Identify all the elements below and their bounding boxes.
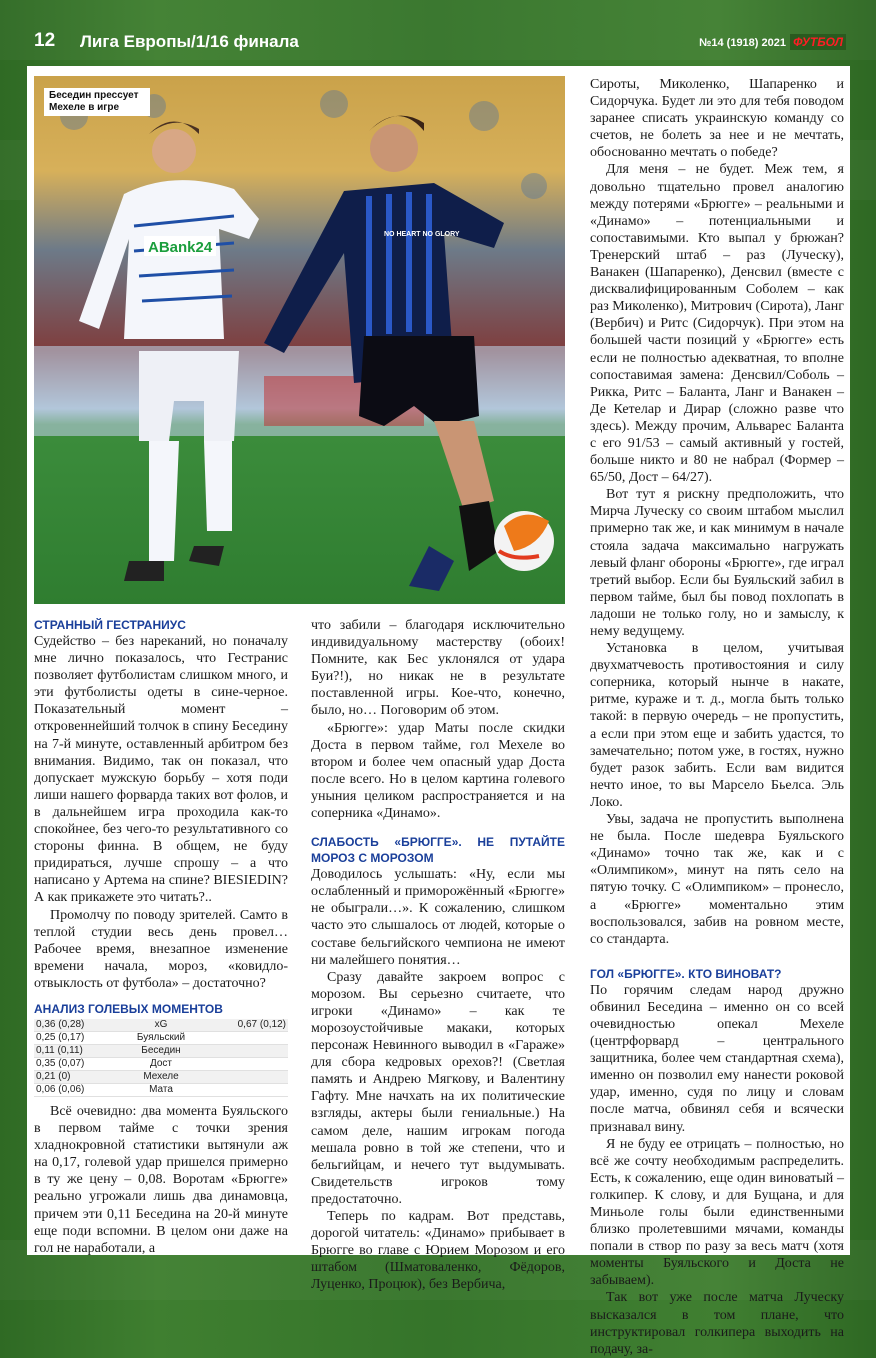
issue-number: №14 (1918) 2021 xyxy=(699,37,786,49)
column-2 xyxy=(311,617,565,1293)
subheading-brugge-goal: ГОЛ «БРЮГГЕ». КТО ВИНОВАТ? xyxy=(590,966,782,981)
paragraph: Вот тут я рискну предположить, что Мирча Луческу со своим штабом мыслил примерно так же, и как минимум в начале стояла задача максимально нагружать левый фланг обороны «Брюгге», где играл третий выбор. Если бы Буяльский забил в первом тайме, был бы повод похлопать в ладоши не только голу, но и замыслу, к нему ведущему. xyxy=(590,487,844,639)
match-photo xyxy=(34,76,565,604)
column-3 xyxy=(590,76,844,1358)
paragraph: Сироты, Миколенко, Шапаренко и Сидорчука. Будет ли это для тебя поводом заранее списать украинскую команду со счетов, не болеть за нее и не мечтать, обоснованно мечтать о победе? xyxy=(590,77,844,161)
subheading-referee: СТРАННЫЙ ГЕСТРАНИУС xyxy=(34,618,186,632)
paragraph: «Брюгге»: удар Маты после скидки Доста в первом тайме, гол Мехеле во втором и более чем опасный удар Доста после всего. Но в целом картина голевого уныния целиком распространяется и на соперника «Динамо». xyxy=(311,720,565,822)
table-row: 0,11 (0,11) Беседин xyxy=(34,1044,288,1057)
paragraph: Доводилось услышать: «Ну, если мы ослабленный и приморожённый «Брюгге» не обыграли…». К сожалению, слишком часто это слышалось от людей, которые о составе бельгийского чемпиона не имеют ни малейшего понятия… xyxy=(311,867,565,968)
paragraph: Всё очевидно: два момента Буяльского в первом тайме с точки зрения хладнокровной статистики вытянули аж на 0,17, голевой удар пришелся примерно в ту же цену – 0,08. Воротам «Брюгге» реально угрожали лишь два динамовца, причем эти 0,11 Беседина на 20-й минуте еще поди вспомни. В целом они даже на гол не наработали, а xyxy=(34,1103,288,1256)
paragraph: Судейство – без нареканий, но поначалу мне лично показалось, что Гестранис позволяет футболистам слишком много, и эти футболисты одеты в сине-черное. Показательный момент – откровеннейший толчок в спину Беседину на 7-й минуте, оставленный арбитром без внимания. Видимо, так он показал, что допускает мужскую борьбу – хотя поди лиши нашего форварда таких вот фолов, и в дальнейшем игра проходила как-то спокойнее, без чего-то результативного со стороны финна. В общем, не буду придираться, лучше спрошу – а что написано у Артема на спине? BIESIEDIN? А как прикажете это читать?.. xyxy=(34,634,288,906)
paragraph: По горячим следам народ дружно обвинил Беседина – именно он со всей очевидностью опекал Мехеле (центрфорвард – центрального защитника, более чем стандартная схема), именно он позволил ему нанести роковой удар, именно, судя по лицу и словам после матча, обвинял себя и всячески признавал вину. xyxy=(590,982,844,1135)
paragraph: Сразу давайте закроем вопрос с морозом. Вы серьезно считаете, что игроки «Динамо» – как те морозоустойчивые макаки, которых персонаж Невинного выводил в «Гараже» для сбора кедровых орехов?! (Светлая память и Андрею Мягкову, и Валентину Гафту. Мне начхать на их политические взгляды, актеры были гениальные.) На самом деле, нашим игрокам погода мешала ровно в той же степени, что и бельгийцам, и нечего тут выдумывать. Свидетельств игроков тому предостаточно. xyxy=(311,969,565,1207)
black-shirt-sponsor: NO HEART NO GLORY xyxy=(384,231,460,238)
paragraph: Для меня – не будет. Меж тем, я довольно тщательно провел аналогию между потерями «Брюгге» – реальными и «Динамо» – потенциальными и сопоставимыми. Кто выпал у брюжан? Тренерский штаб – раз (Луческу), Ванакен (Шапаренко), Денсвил (вместе с дисквалифицированным Соболем – как раз Миколенко), Митрович (Сирота), Ланг (Вербич) и Ритс (Сидорчук). При этом на большей части позиций у «Брюгге» есть если не полностью адекватная, то вполне сопоставимая замена: Денсвил/Соболь – Рикка, Ритс – Баланта, Ланг и Ванакен – Де Кетелар и Дирар (сложно разве что здесь). Между прочим, Альварес Баланта с его 91/53 – самый активный у гостей, больше никто и 80 не набрал (Формер – 65/50, Дост – 64/27). xyxy=(590,162,844,486)
table-row: 0,35 (0,07) Дост xyxy=(34,1057,288,1070)
white-shirt-sponsor: ABank24 xyxy=(148,239,213,256)
table-row: 0,25 (0,17) Буяльский xyxy=(34,1031,288,1044)
paragraph: Я не буду ее отрицать – полностью, но всё же сочту необходимым распределить. Есть, к сожалению, еще один виноватый – голкипер. К слову, и для Бущана, и для Миньоле голы были единственными близко пролетевшими мячами, команды попали в створ по разу за весь матч (хотя моменты Буяльского и Доста не забываем). xyxy=(590,1136,844,1289)
paragraph: Теперь по кадрам. Вот представь, дорогой читатель: «Динамо» прибывает в Брюгге во главе с Юрием Морозом и его штабом (Шматоваленко, Фёдоров, Луценко, Процюк), без Вербича, xyxy=(311,1209,565,1293)
paragraph: Установка в целом, учитывая двухматчевость противостояния и силу соперника, который нынче в накате, ритме, кураже и т. д., могла быть только такой: в первую очередь – не пропустить, а если при этом еще и забить удастся, то замечательно; потом уже, в гостях, нужно будет разок забить. Если вам видится нечто иное, то вы Марсело Бьелса. Эль Локо. xyxy=(590,641,844,810)
table-row: 0,21 (0) Мехеле xyxy=(34,1070,288,1083)
subheading-brugge-weakness: СЛАБОСТЬ «БРЮГГЕ». НЕ ПУТАЙТЕ МОРОЗ С МОРОЗОМ xyxy=(311,835,565,866)
page-header xyxy=(34,30,846,56)
section-title: Лига Европы/1/16 финала xyxy=(80,32,299,51)
table-row: 0,36 (0,28) xG 0,67 (0,12) xyxy=(36,1018,286,1030)
page-number: 12 xyxy=(34,30,56,51)
paragraph: Так вот уже после матча Луческу высказался в том плане, что инструктировал голкипера выходить на подачу, за- xyxy=(590,1290,844,1357)
players-illustration xyxy=(34,76,565,604)
xg-table xyxy=(34,1019,288,1097)
column-1 xyxy=(34,617,288,1257)
xg-table-title: АНАЛИЗ ГОЛЕВЫХ МОМЕНТОВ xyxy=(34,1001,223,1016)
paragraph: что забили – благодаря исключительно индивидуальному мастерству (обоих! Помните, как Бес уклонялся от удара Буи?!), но никак не в результате поставленной игры. Кое-что, конечно, было, но… Поговорим об этом. xyxy=(311,618,565,719)
photo-caption: Беседин прессует Мехеле в игре xyxy=(44,88,150,116)
table-row: 0,06 (0,06) Мата xyxy=(34,1083,288,1096)
article-sheet xyxy=(27,66,850,1357)
magazine-logo: ФУТБОЛ xyxy=(790,34,846,50)
paragraph: Увы, задача не пропустить выполнена не была. После шедевра Буяльского «Динамо» точно так же, как и с «Олимпиком», минут на пять село на пятую точку. С «Олимпиком» – пронесло, а «Брюгге» моментально этим воспользовался, забив на ровном месте, со стандарта. xyxy=(590,812,844,947)
paragraph: Промолчу по поводу зрителей. Самто в теплой студии весь день провел… Рабочее время, внезапное изменение времени начала, мороз, «ковидло-отвыклость от футбола» – достаточно? xyxy=(34,907,288,991)
